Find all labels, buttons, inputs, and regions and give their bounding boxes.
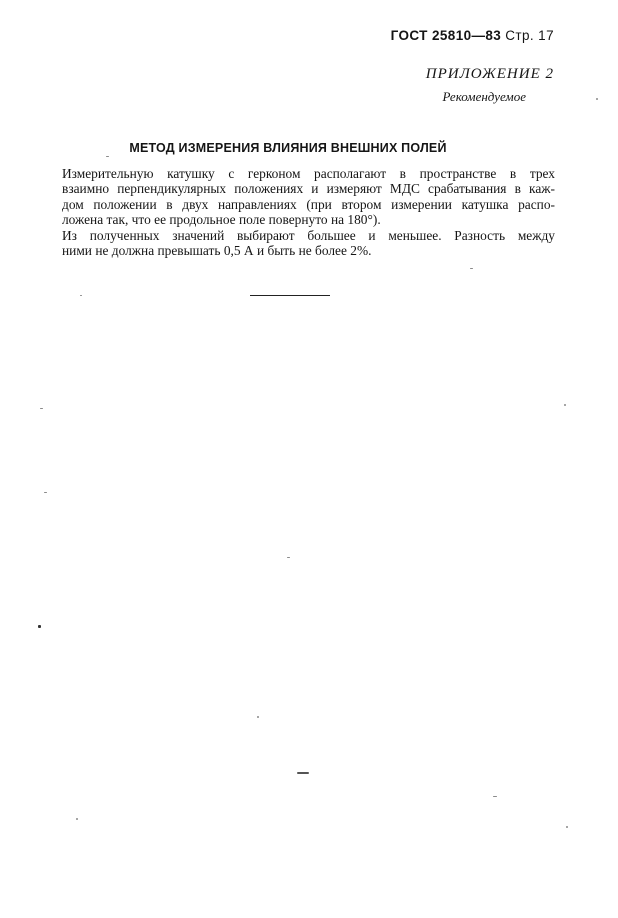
scan-speck (257, 716, 259, 718)
scan-speck (493, 796, 497, 797)
scan-speck (38, 625, 41, 628)
scan-speck (40, 408, 43, 409)
scan-speck (566, 826, 568, 828)
text-line-content: Измерительную катушку с герконом располагают в пространстве в трех (62, 166, 555, 181)
text-line-content: взаимно перпендикулярных положениях и измеряют МДС срабатывания в каж- (62, 181, 555, 197)
scan-speck (106, 156, 109, 157)
scan-speck (297, 772, 309, 774)
scan-speck (287, 557, 290, 558)
text-line-content: Из полученных значений выбирают большее и меньшее. Разность между (62, 227, 555, 243)
scan-speck (596, 98, 598, 100)
scan-speck (564, 404, 566, 406)
text-line-content: ложена так, что ее продольное поле повернуто на 180°). (62, 212, 381, 228)
scan-speck (44, 492, 47, 493)
standard-number: ГОСТ 25810—83 (390, 28, 502, 43)
text-line (62, 197, 555, 212)
scan-speck (80, 295, 82, 296)
page-number: Стр. 17 (505, 28, 554, 43)
text-line (62, 243, 555, 258)
scan-speck (76, 818, 78, 820)
text-line (62, 212, 555, 227)
scan-speck (470, 268, 473, 269)
text-line (62, 228, 555, 243)
paragraph-2 (62, 228, 555, 259)
text-line-content: дом положении в двух направлениях (при втором измерении катушка распо- (62, 196, 555, 212)
appendix-status: Рекомендуемое (442, 89, 526, 104)
text-line-content: ними не должна превышать 0,5 А и быть не более 2%. (62, 243, 372, 259)
body-text (62, 166, 555, 258)
page-header (391, 28, 554, 43)
appendix-title: ПРИЛОЖЕНИЕ 2 (425, 66, 554, 82)
closing-rule (250, 295, 330, 296)
text-line (62, 181, 555, 196)
text-line (62, 166, 555, 181)
section-title: МЕТОД ИЗМЕРЕНИЯ ВЛИЯНИЯ ВНЕШНИХ ПОЛЕЙ (129, 141, 447, 155)
paragraph-1 (62, 166, 555, 228)
